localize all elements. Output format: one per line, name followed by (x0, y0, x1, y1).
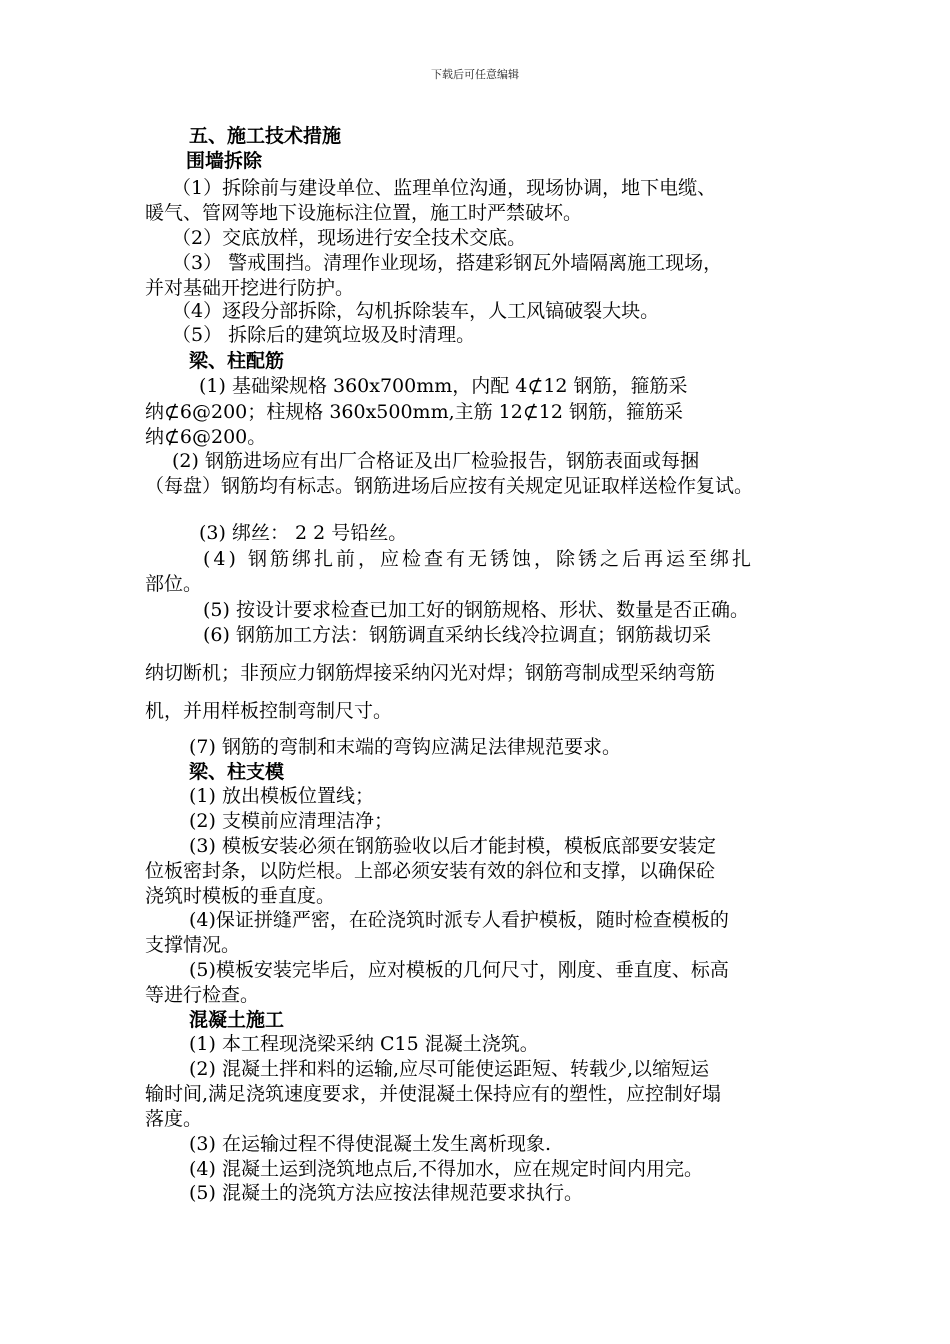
text-line: (5) 按设计要求检查已加工好的钢筋规格、形状、数量是否正确。 (203, 599, 749, 621)
text-line: 落度。 (145, 1108, 203, 1130)
text-line: 机，并用样板控制弯制尺寸。 (145, 700, 393, 722)
formwork-title: 梁、柱支模 (189, 761, 285, 783)
concrete-title: 混凝土施工 (189, 1009, 285, 1031)
text-line: （4）逐段分部拆除，勾机拆除装车，人工风镐破裂大块。 (172, 300, 660, 322)
text-line: (2) 混凝土拌和料的运输,应尽可能使运距短、转载少,以缩短运 (189, 1058, 710, 1080)
text-line: (1) 放出模板位置线； (189, 785, 374, 807)
text-line: 纳⊄6@200。 (145, 426, 267, 448)
text-line: (6) 钢筋加工方法：钢筋调直采纳长线冷拉调直；钢筋裁切采 (203, 624, 711, 646)
text-line: (3) 模板安装必须在钢筋验收以后才能封模，模板底部要安装定 (189, 835, 716, 857)
text-line: （每盘）钢筋均有标志。钢筋进场后应按有关规定见证取样送检作复试。 (145, 475, 754, 497)
text-line: （1）拆除前与建设单位、监理单位沟通，现场协调，地下电缆、 (172, 177, 717, 199)
page-header: 下载后可任意编辑 (431, 68, 519, 81)
text-line: （2）交底放样，现场进行安全技术交底。 (172, 227, 527, 249)
text-line: 等进行检查。 (145, 984, 260, 1006)
text-line: 暖气、管网等地下设施标注位置，施工时严禁破坏。 (145, 202, 583, 224)
text-line: 纳⊄6@200；柱规格 360x500mm,主筋 12⊄12 钢筋，箍筋采 (145, 401, 683, 423)
wall-demolition-title: 围墙拆除 (186, 150, 263, 172)
section-title: 五、施工技术措施 (189, 125, 342, 147)
text-line: 部位。 (145, 573, 203, 595)
text-line: (4) 钢筋绑扎前，应检查有无锈蚀，除锈之后再运至绑扎 (203, 548, 754, 570)
text-line: (7) 钢筋的弯制和末端的弯钩应满足法律规范要求。 (189, 736, 621, 758)
text-line: 支撑情况。 (145, 934, 241, 956)
text-line: (4)保证拼缝严密，在砼浇筑时派专人看护模板，随时检查模板的 (189, 909, 729, 931)
text-line: 纳切断机；非预应力钢筋焊接采纳闪光对焊；钢筋弯制成型采纳弯筋 (145, 662, 716, 684)
text-line: (4) 混凝土运到浇筑地点后,不得加水，应在规定时间内用完。 (189, 1158, 703, 1180)
text-line: 浇筑时模板的垂直度。 (145, 885, 336, 907)
text-line: （3） 警戒围挡。清理作业现场，搭建彩钢瓦外墙隔离施工现场， (172, 252, 723, 274)
text-line: （5） 拆除后的建筑垃圾及时清理。 (172, 324, 476, 346)
text-line: (1) 本工程现浇梁采纳 C15 混凝土浇筑。 (189, 1033, 539, 1055)
text-line: (3) 绑丝： 2 2 号铅丝。 (199, 522, 408, 544)
text-line: (2) 支模前应清理洁净； (189, 810, 393, 832)
rebar-title: 梁、柱配筋 (189, 350, 285, 372)
text-line: (5) 混凝土的浇筑方法应按法律规范要求执行。 (189, 1182, 583, 1204)
text-line: (1) 基础梁规格 360x700mm，内配 4⊄12 钢筋，箍筋采 (199, 375, 688, 397)
text-line: 并对基础开挖进行防护。 (145, 277, 355, 299)
text-line: (5)模板安装完毕后，应对模板的几何尺寸，刚度、垂直度、标高 (189, 959, 729, 981)
text-line: (3) 在运输过程不得使混凝土发生离析现象. (189, 1133, 551, 1155)
text-line: 输时间,满足浇筑速度要求，并使混凝土保持应有的塑性，应控制好塌 (145, 1083, 722, 1105)
text-line: 位板密封条，以防烂根。上部必须安装有效的斜位和支撑，以确保砼 (145, 860, 716, 882)
text-line: (2) 钢筋进场应有出厂合格证及出厂检验报告，钢筋表面或每捆 (172, 450, 699, 472)
